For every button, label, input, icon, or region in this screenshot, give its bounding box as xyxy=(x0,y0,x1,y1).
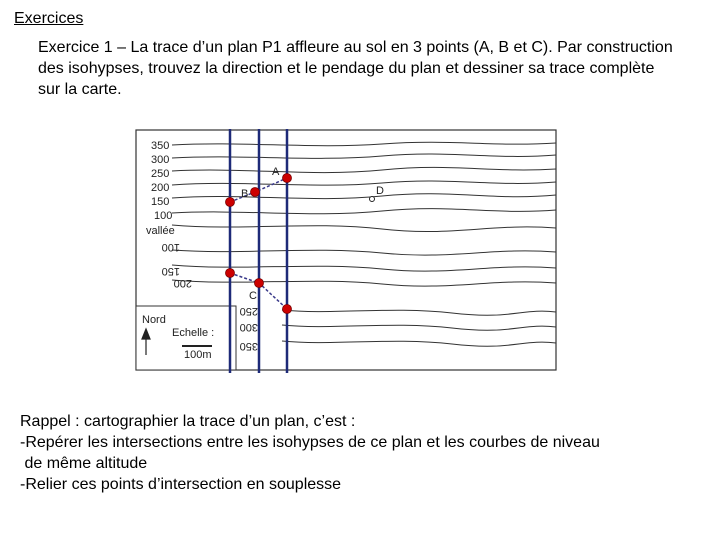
exercises-heading: Exercices xyxy=(14,10,84,27)
exercise-statement: Exercice 1 – La trace d’un plan P1 affleure au sol en 3 points (A, B et C). Par construction des isohypses, trouvez la direction et le pendage du plan et dessiner sa trace complète sur la carte. xyxy=(38,39,673,98)
geologic-map xyxy=(132,125,566,375)
scale-label: Echelle : xyxy=(172,327,215,339)
intersection-marker xyxy=(283,174,292,183)
altitude-label-inverted: 150 xyxy=(161,265,180,277)
point-label-b: B xyxy=(241,188,249,200)
intersection-marker xyxy=(226,269,235,278)
reminder-line: Rappel : cartographier la trace d’un plan, c’est : xyxy=(20,413,356,430)
altitude-label: 100 xyxy=(154,210,173,222)
altitude-label-inverted: 250 xyxy=(239,305,258,317)
reminder-line: de même altitude xyxy=(20,455,148,472)
reminder-line: -Repérer les intersections entre les isohypses de ce plan et les courbes de niveau xyxy=(20,434,600,451)
reminder-line: -Relier ces points d’intersection en souplesse xyxy=(20,476,342,493)
altitude-label-inverted: 350 xyxy=(239,340,258,352)
intersection-marker xyxy=(283,305,292,314)
intersection-marker xyxy=(226,198,235,207)
map-legend xyxy=(136,306,236,370)
altitude-label: 350 xyxy=(151,140,170,152)
scale-value: 100m xyxy=(184,349,212,361)
intersection-marker xyxy=(255,279,264,288)
reminder-block xyxy=(20,411,600,495)
point-label-c: C xyxy=(249,290,257,302)
altitude-label-inverted: 300 xyxy=(239,321,258,333)
altitude-label: 250 xyxy=(151,168,170,180)
point-d-marker xyxy=(370,197,375,202)
north-label: Nord xyxy=(142,314,166,326)
altitude-label-inverted: 200 xyxy=(173,277,192,289)
point-label-a: A xyxy=(272,166,280,178)
altitude-label-inverted: 100 xyxy=(161,241,180,253)
altitude-label: 300 xyxy=(151,154,170,166)
valley-label: vallée xyxy=(146,225,175,237)
altitude-label: 150 xyxy=(151,196,170,208)
point-label-d: D xyxy=(376,185,384,197)
intersection-marker xyxy=(251,188,260,197)
altitude-label: 200 xyxy=(151,182,170,194)
